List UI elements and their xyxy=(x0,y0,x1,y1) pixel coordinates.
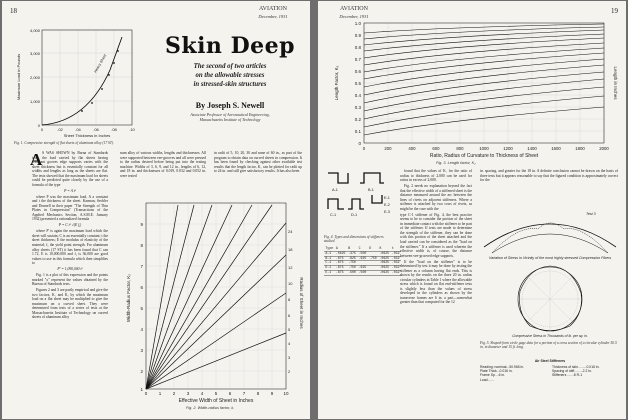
table-cell: .032 xyxy=(391,255,400,260)
fig2-x-tick: 8 xyxy=(256,391,260,396)
table-cell: .032 xyxy=(391,269,400,274)
fig3-x-tick: 1600 xyxy=(551,146,561,151)
running-header xyxy=(238,6,308,20)
subtitle-line: The second of two articles xyxy=(193,63,267,70)
fig3-x-tick: 2000 xyxy=(599,146,609,151)
table-cell: .0625 xyxy=(379,250,390,255)
fig3-x-tick: 600 xyxy=(432,146,440,151)
issue-date: December, 1931 xyxy=(339,14,369,19)
page-number: 19 xyxy=(611,7,618,15)
page-number: 18 xyxy=(10,7,17,15)
figure-2-chart xyxy=(116,193,306,411)
table-cell: .032 xyxy=(391,260,400,265)
body-column-1 xyxy=(32,151,108,413)
fig3-x-tick: 1200 xyxy=(503,146,513,151)
table-cell: .0625 xyxy=(379,269,390,274)
stiffener-label: C-1 xyxy=(330,213,337,217)
table-cell: D-1 xyxy=(324,266,334,271)
paragraph: S WAS SHOWN by Barna of Standards tests, the load carried by flat sheets having reentrant gooves edge supports varies with the sheet thickness but is essentially constant for all widths and lengths as long as the sheets are flat. The tests showed that the maximum load for sheets could be predicted quite closely by the use of a formula of the type xyxy=(32,151,108,187)
fig3-x-tick: 0 xyxy=(362,146,366,151)
right-page xyxy=(318,1,626,419)
figure-1-chart xyxy=(12,15,152,140)
fig3-caption: Fig. 3. Length factor, K₂ xyxy=(436,161,476,165)
fig5-circle xyxy=(518,266,582,331)
table-cell: .750 xyxy=(348,265,356,270)
fig2-y-tick: 5 xyxy=(140,306,143,311)
fig2-x-tick: 0 xyxy=(144,391,148,396)
fig2-right-tick: 3 xyxy=(288,355,291,360)
paragraph: found that the values of K₁ for the ratio of radius to thickness of 2,000 can be used for ratios in excess of 2,000. xyxy=(400,169,472,183)
fig2-y-axis-label: Width-Radius Factor, K₂ xyxy=(126,273,131,323)
fig2-right-tick: 10 xyxy=(288,281,293,286)
fig1-point xyxy=(113,62,115,64)
table-header-cell: D xyxy=(368,247,378,251)
body-column-1 xyxy=(400,169,472,413)
table-cell: .500 xyxy=(358,269,367,274)
paragraph: in radii of 5, 10, 20, 30 and none of 60 in., as part of the program to obtain data on curved sheets in compression. It has been found by checking against other available test results that the length factor, K₂ can be plotted for radii up to 24 in. and still give satisfactory results. It has also been xyxy=(214,151,302,174)
fig1-x-tick: .06 xyxy=(93,127,99,132)
fig3-y-tick: 0.2 xyxy=(354,117,361,122)
fig1-x-axis-label: Sheet Thickness in Inches xyxy=(63,133,111,138)
table-cell: .0625 xyxy=(379,260,390,265)
fig3-y-tick: 0.9 xyxy=(354,33,361,38)
table-cell: .0625 xyxy=(379,255,390,260)
table-cell: .625 xyxy=(348,255,356,260)
table-header-cell: Type xyxy=(325,246,334,250)
table-cell: .750 xyxy=(369,255,377,260)
fig2-x-tick: 6 xyxy=(228,391,232,396)
fig2-y-tick: 1 xyxy=(140,387,143,392)
fig3-y-tick: 0.4 xyxy=(354,93,361,98)
formula: P = C t² √(E fᵧ) xyxy=(58,223,82,228)
fig2-x-tick: 10 xyxy=(283,391,289,396)
fig3-y-tick: 0.8 xyxy=(354,45,361,50)
table-cell: .032 xyxy=(391,265,400,270)
dimension-line: Spacing of stiff.........2.2 in. xyxy=(552,369,592,374)
paragraph: where P was the maximum load, A a constant and t the thickness of the sheet. Karman, Sechler and Donnell in their paper "The Strength of Thin Plates in Compression" (Transactions of the Applied Mechanics Section, A.S.M.E. January 1932) presented a rationalized formula xyxy=(32,194,108,222)
fig2-x-tick: 5 xyxy=(214,391,218,396)
specimen-dims-left xyxy=(480,365,550,382)
dimension-line: Thickness of skin.........0.016 in. xyxy=(552,365,600,369)
stiffener-e1-shape xyxy=(372,195,382,203)
article-subtitle xyxy=(164,63,296,89)
figure-3-chart xyxy=(324,15,622,165)
left-page xyxy=(2,1,310,419)
body-column-2-continued xyxy=(400,169,472,211)
fig3-y-tick: 0.1 xyxy=(354,129,361,134)
fig2-line xyxy=(146,205,232,389)
affiliation-line: Massachusetts Institute of Technology xyxy=(199,117,261,122)
stiffener-label: D-1 xyxy=(351,213,358,217)
table-cell: .032 xyxy=(391,250,400,255)
fig1-y-tick: 2,000 xyxy=(29,75,40,80)
paragraph: Fig. 2 needs no explanation beyond the fact that the effective width of a stiffened sheet is the distance measured around the arc between the lines of rivets on adjacent stiffeners. Where a stiffener is attached by two rows of rivets, as might be the case with the xyxy=(400,184,472,211)
fig5-stress-curve xyxy=(492,223,608,253)
paragraph: Figures 2 and 3 are partly empirical and give the two factors, K₁ and K₂ by which the maximum load on a flat sheet may be multiplied to give the maximum on a curved sheet. They were determined from tests of a series of tests at the Massachusetts Institute of Technology on curved sheets of aluminum alloy xyxy=(32,288,108,320)
fig5-bottom-label: Compressive Stress in Thousands of lb. per sq. in. xyxy=(512,334,588,338)
fig1-curve-label: Heavy Sheet xyxy=(93,53,108,74)
fig1-point xyxy=(91,102,93,104)
dimension-line: Load....... xyxy=(480,377,495,382)
fig5-top-label-text: Variation of Stress in Vicinity of the most highly stressed Compression Fibers xyxy=(488,256,612,260)
dimension-line: Stiffeners .......8 R-1 xyxy=(552,373,583,378)
fig2-y-tick: 6 xyxy=(140,285,143,290)
fig2-y-tick: 9 xyxy=(140,222,143,227)
fig1-grid xyxy=(42,30,132,125)
magazine-spread xyxy=(2,1,626,419)
table-cell xyxy=(368,270,378,275)
stiffener-b1-shape xyxy=(360,173,384,183)
fig3-grid xyxy=(364,23,604,143)
magazine-name: AVIATION xyxy=(340,6,368,12)
table-cell: .625 xyxy=(358,255,367,260)
table-cell: E-1 xyxy=(324,270,334,275)
article-title: Skin Deep xyxy=(164,33,296,59)
table-header-cell: B xyxy=(347,247,357,251)
figure-5-chart xyxy=(478,207,622,339)
fig3-x-axis-label: Ratio, Radius of Curvature to Thickness of Sheet xyxy=(429,153,539,159)
stiffener-d1-shape xyxy=(348,199,364,209)
magazine-name: AVIATION xyxy=(259,6,287,12)
table-header-cell: A xyxy=(334,247,346,251)
table-cell: C-1 xyxy=(324,261,334,266)
body-column-2 xyxy=(480,169,618,205)
fig2-x-tick: 2 xyxy=(172,391,176,396)
fig2-right-axis-label: Radius of Sheet in Inches xyxy=(299,277,304,329)
paragraph: num alloy of various widths, lengths and thicknesses. All were supported between vee-grooves and all were pressed to the radius desired before being put into the testing machine. Widths of 3, 6, 9, and 12 in., lengths of 6, 12, and 18 in. and thicknesses of 0.019, 0.032 and 0.052 in. were tested xyxy=(120,151,206,178)
fig2-right-tick: 24 xyxy=(288,229,293,234)
fig2-y-tick: 4 xyxy=(140,327,143,332)
fig3-y-tick: 0.3 xyxy=(354,105,361,110)
fig2-x-tick: 7 xyxy=(242,391,246,396)
paragraph: If the "load on the stiffener" is to be determined by test it may be done by testing the stiffener as a column having flat ends. This is shown by the results on the three 20 in. radius circular cylinders in Table 1 where the allowable stress which is found on flat end-stiffener tests is slightly less than the values of stress developed in the cylinders as shown by the transverse frames are 6 in. a part—somewhat greater than that computed for the 12 xyxy=(400,259,472,305)
fig1-x-tick: 0 xyxy=(40,127,44,132)
fig3-x-tick: 1800 xyxy=(575,146,585,151)
stiffener-label: E-3 xyxy=(384,210,390,214)
table-cell: .875 xyxy=(334,266,346,271)
fig1-y-tick: 4,000 xyxy=(29,28,40,33)
paragraph: type C-1 stiffener of Fig. 4, the best practice seems to be to consider the portion of the sheet in immediate contact with the stiffener to be part of the stiffener. If tests are made to determine the strength of the stiffener, they can be done with this portion of the sheet attached and the load carried can be considered as the "load on the stiffener." If a stiffener is used wherein the effective width is, of course, the distance between vee-grooved edge supports. xyxy=(400,212,472,258)
body-column-3 xyxy=(214,151,302,191)
fig2-right-tick: 6 xyxy=(288,313,291,318)
fig3-y-tick: 0.7 xyxy=(354,57,361,62)
fig2-right-tick: 5 xyxy=(288,327,291,332)
subtitle-line: in stressed-skin structures xyxy=(193,80,267,88)
fig2-x-tick: 1 xyxy=(158,391,162,396)
stiffener-label: E-2 xyxy=(384,203,390,207)
fig2-right-tick: 18 xyxy=(288,247,293,252)
fig3-y-tick: 0.6 xyxy=(354,69,361,74)
fig2-y-tick: 7 xyxy=(140,264,143,269)
affiliation-line: Associate Professor of Aeronautical Engineering, xyxy=(190,112,270,117)
fig5-top-label xyxy=(489,256,611,260)
paragraph: in. spacing, and greater for the 18 in. A definite conclusion cannot be drawn on the basis of three tests but it appears reasonable to say that the figured condition is approximately correct for the xyxy=(480,169,618,183)
figure-1-caption: Fig. 1. Compressive strength of flat sheets of aluminum alloy (17 ST). xyxy=(14,141,114,145)
fig2-x-axis-label: Effective Width of Sheet in Inches xyxy=(178,398,254,404)
fig3-x-tick: 800 xyxy=(456,146,464,151)
paragraph: where P' is again the maximum load which the sheet will sustain; C is an essentially constant; t the sheet thickness; E the modulus of elasticity of the material; fᵧ the yield point strength. For aluminum alloy sheets (17 ST) it has been found that C can 1.72, E is 10,000,000 and fᵧ is 36,000 are good values to use in this formula which then simplifies to xyxy=(32,229,108,266)
fig2-right-tick: 4 xyxy=(288,341,291,346)
fig1-point xyxy=(101,88,103,90)
byline: By Joseph S. Newell xyxy=(195,101,265,110)
table-cell: .500 xyxy=(358,250,367,255)
fig2-caption: Fig. 2. Width-radius factor, k. xyxy=(186,406,235,410)
table-cell: .875 xyxy=(334,256,346,261)
fig3-y-tick: 0 xyxy=(358,141,361,146)
figure-5-caption: Fig. 5. Shaped-form circle gage data for a portion of a cross section of a circular cylinder 50.5 in. in diameter and 15 ft. long. xyxy=(480,341,617,350)
fig1-point xyxy=(81,110,83,112)
fig1-x-tick: .04 xyxy=(75,127,81,132)
fig2-right-tick: 2 xyxy=(288,369,291,374)
fig2-line xyxy=(146,205,272,389)
table-cell: .0625 xyxy=(379,265,390,270)
specimen-dims-heading: Air Steel Stiffeners xyxy=(534,359,566,363)
fig3-y-tick: 1.0 xyxy=(354,21,361,26)
stiffener-label: B-1 xyxy=(368,188,374,192)
table-cell: .375 xyxy=(348,250,356,255)
stiffener-label: E-1 xyxy=(384,196,390,200)
fig3-x-tick: 1000 xyxy=(479,146,489,151)
stiffener-label: A-1 xyxy=(332,188,338,192)
table-cell: A-1 xyxy=(324,251,334,256)
table-cell: .875 xyxy=(334,261,346,266)
fig1-x-tick: .10 xyxy=(129,127,135,132)
table-row xyxy=(324,270,401,275)
fig2-x-tick: 9 xyxy=(270,391,274,396)
fig3-x-tick: 200 xyxy=(384,146,392,151)
fig2-y-tick: 8 xyxy=(140,243,143,248)
figure-4-caption: Fig. 4. Types and dimensions of stiffeners studied. xyxy=(324,235,384,244)
fig1-x-tick: .02 xyxy=(57,127,63,132)
table-cell: .5625 xyxy=(335,250,346,255)
fig1-point xyxy=(117,50,119,52)
fig3-right-axis-label: Length in Inches xyxy=(613,66,618,100)
specimen-dims-right xyxy=(552,365,622,378)
fig5-inner-arc xyxy=(492,234,608,253)
fig2-x-tick: 3 xyxy=(186,391,190,396)
stiffener-c1-shape xyxy=(328,199,344,209)
fig1-point xyxy=(108,74,110,76)
table-cell: B-1 xyxy=(324,256,334,261)
author-affiliation xyxy=(164,112,296,122)
fig1-y-tick: 0 xyxy=(37,123,40,128)
formula: P = A t² xyxy=(64,188,76,193)
fig3-x-tick: 1400 xyxy=(527,146,537,151)
fig2-y-tick: 2 xyxy=(140,369,143,374)
fig2-right-tick: 8 xyxy=(288,297,291,302)
stiffener-table xyxy=(324,247,401,276)
fig3-x-tick: 400 xyxy=(408,146,416,151)
figure-4-diagram xyxy=(324,169,396,233)
paragraph: Fig. 1 is a plot of this expression and the points marked "x" represent the values obtained by the Bureau of Standards tests. xyxy=(32,273,108,287)
fig3-y-axis-label: Length Factor, K₂ xyxy=(334,65,339,101)
table-header-cell: K xyxy=(378,247,390,251)
fig1-y-tick: 1,000 xyxy=(29,99,40,104)
table-header-cell: t xyxy=(390,247,400,251)
dimension-line: Plate Thick...0.016 in. xyxy=(480,369,513,374)
drop-cap: A xyxy=(30,150,43,169)
fig1-y-tick: 3,000 xyxy=(29,51,40,56)
issue-date: December, 1931 xyxy=(258,14,288,19)
fig5-outer-arc xyxy=(484,224,616,247)
fig2-right-tick: 12 xyxy=(288,265,293,270)
table-cell: .500 xyxy=(348,269,356,274)
dimension-line: Reading: nominal...50.965 in. xyxy=(480,365,525,369)
table-cell: .625 xyxy=(358,265,367,270)
formula: P' = 1,090,000 t² xyxy=(57,267,83,272)
subtitle-line: on the allowable stresses xyxy=(195,71,265,79)
table-cell: .750 xyxy=(348,260,356,265)
fig2-y-tick: 3 xyxy=(140,348,143,353)
stiffener-a1-shape xyxy=(328,173,348,183)
dimension-line: Frame Sp....6 in. xyxy=(480,373,506,378)
fig5-corner-label: Test 3 xyxy=(586,212,596,216)
fig3-y-tick: 0.5 xyxy=(354,81,361,86)
fig1-x-tick: .08 xyxy=(111,127,117,132)
table-header-cell: C xyxy=(357,247,367,251)
fig1-frame xyxy=(42,30,132,125)
body-column-2 xyxy=(120,151,206,191)
fig2-x-tick: 4 xyxy=(200,391,204,396)
table-cell: .875 xyxy=(334,270,346,275)
fig1-y-axis-label: Maximum Load in Pounds xyxy=(16,53,21,101)
